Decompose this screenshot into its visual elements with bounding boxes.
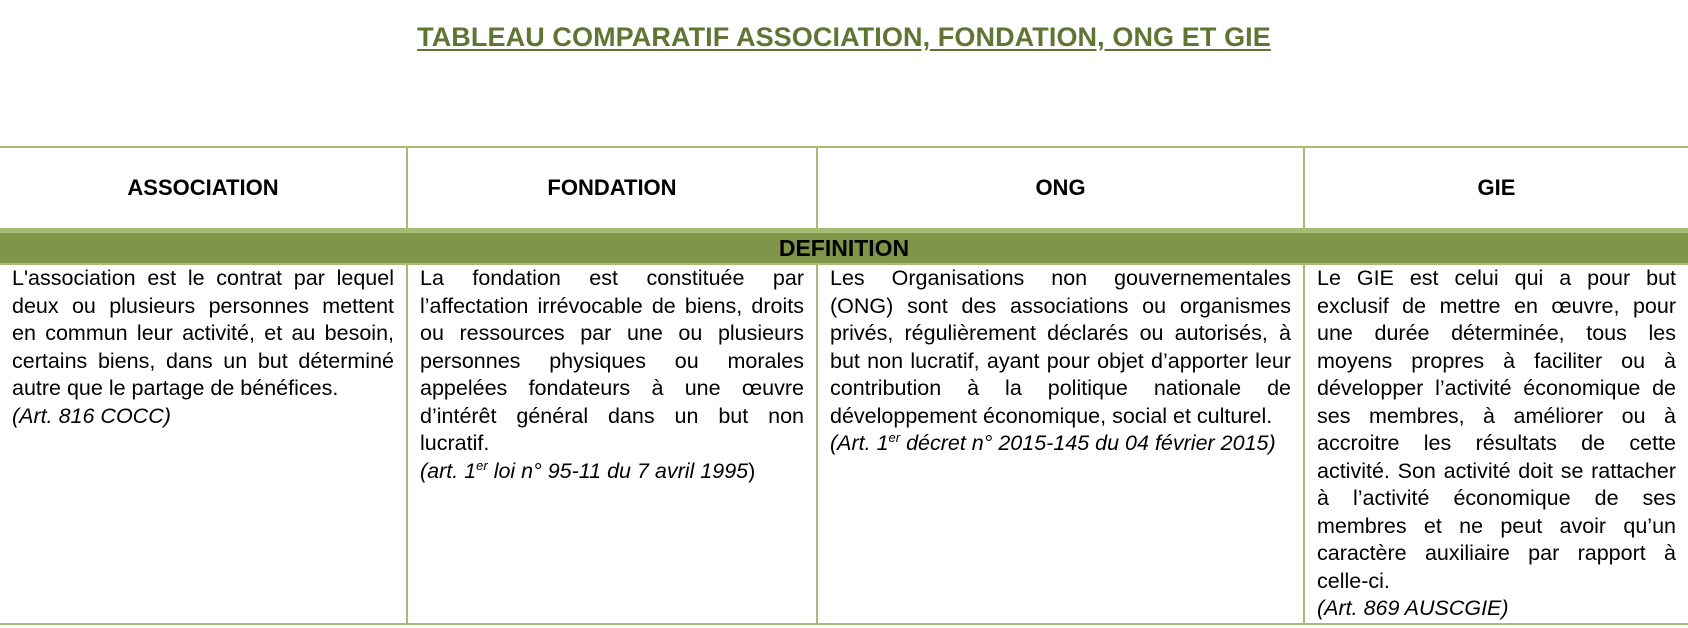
reference-close: ): [748, 458, 756, 483]
table-row: [0, 264, 1688, 624]
cell-fondation: [407, 264, 817, 624]
section-label: DEFINITION: [0, 231, 1688, 265]
legal-reference: [420, 458, 804, 486]
definition-text: La fondation est constituée par l’affectation irrévocable de biens, droits ou ressources par une ou plusieurs personnes physiques ou morales appelées fondateurs à une œuvre d’intérêt général dans un but non lucratif.: [420, 266, 804, 455]
definition-text: Le GIE est celui qui a pour but exclusif de mettre en œuvre, pour une durée déterminée, tous les moyens propres à faciliter ou à développer l’activité économique de ses membres, à améliorer ou à accroitre les résultats de cette activité. Son activité doit se rattacher à l’activité économique de ses membres et ne peut avoir qu’un caractère auxiliaire par rapport à celle-ci.: [1317, 266, 1676, 593]
table-header-row: [0, 147, 1688, 231]
cell-ong: [817, 264, 1304, 624]
legal-reference: (Art. 869 AUSCGIE): [1317, 596, 1509, 620]
legal-reference: (Art. 816 COCC): [12, 403, 171, 428]
cell-gie: [1304, 264, 1688, 624]
definition-text: L'association est le contrat par lequel deux ou plusieurs personnes mettent en commun leur activité, et au besoin, certains biens, dans un but déterminé autre que le partage de bénéfices.: [12, 266, 394, 400]
column-header-ong: ONG: [817, 147, 1304, 231]
column-header-association: ASSOCIATION: [0, 147, 407, 231]
reference-end: décret n° 2015-145 du 04 février 2015): [900, 431, 1276, 455]
comparison-table: [0, 146, 1688, 625]
reference-superscript: er: [888, 430, 901, 445]
document-title: TABLEAU COMPARATIF ASSOCIATION, FONDATION, ONG ET GIE: [417, 22, 1271, 52]
legal-reference: [830, 430, 1291, 458]
cell-association: [0, 264, 407, 624]
reference-end: loi n° 95-11 du 7 avril 1995: [487, 458, 749, 483]
column-header-fondation: FONDATION: [407, 147, 817, 231]
definition-text: Les Organisations non gouvernementales (ONG) sont des associations ou organismes privés, régulièrement déclarés ou autorisés, à but non lucratif, ayant pour objet d’apporter leur contribution à la politique nationale de développement économique, social et culturel.: [830, 266, 1291, 428]
reference-start: (art. 1: [420, 458, 477, 483]
reference-start: (Art. 1: [830, 431, 889, 455]
column-header-gie: GIE: [1304, 147, 1688, 231]
reference-superscript: er: [476, 457, 488, 473]
section-row-definition: [0, 231, 1688, 265]
